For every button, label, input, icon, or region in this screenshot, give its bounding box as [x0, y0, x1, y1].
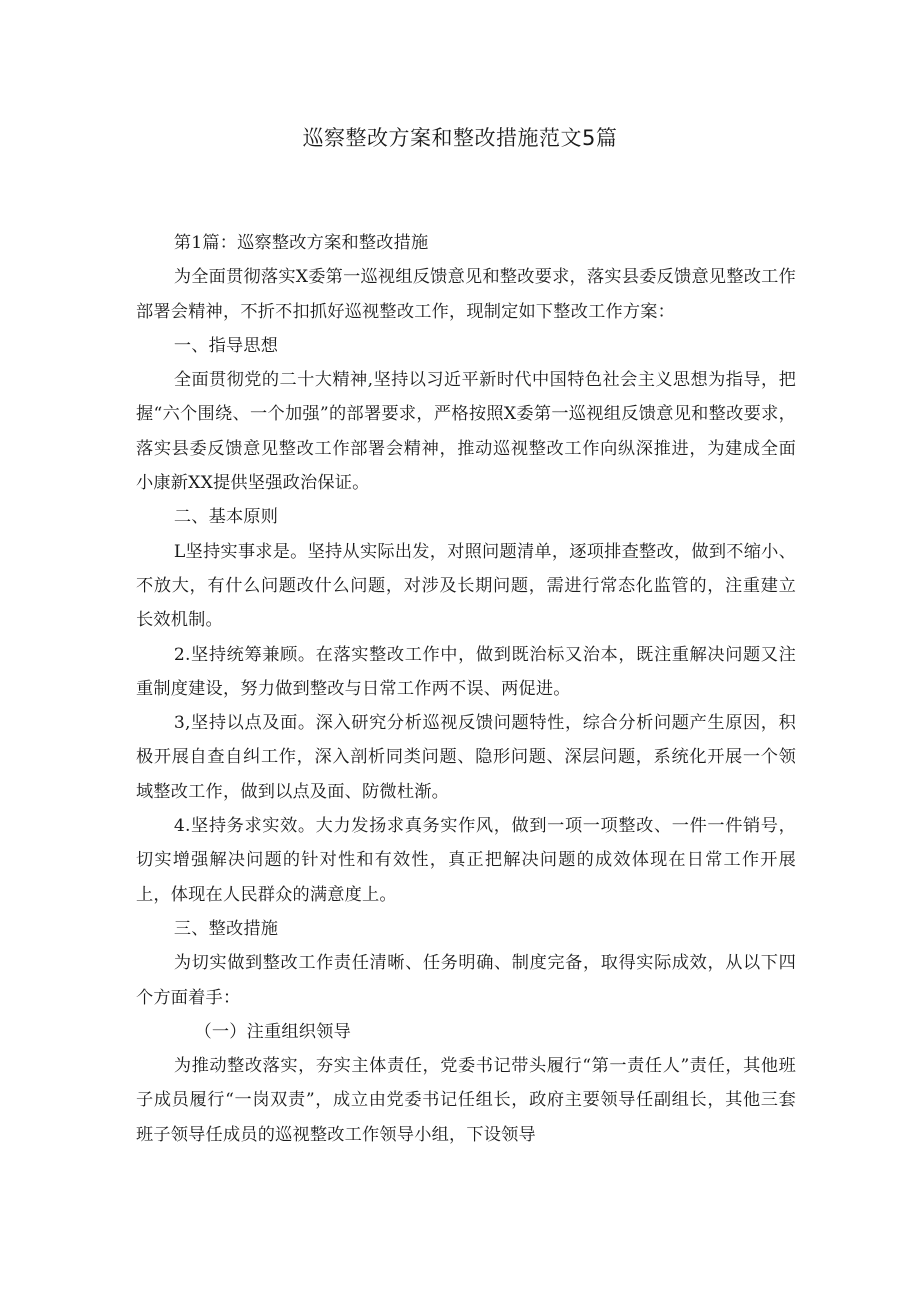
principle-2-paragraph: 2.坚持统筹兼顾。在落实整改工作中，做到既治标又治本，既注重解决问题又注重制度建设，努力做到整改与日常工作两不误、两促进。 [136, 644, 796, 699]
measures-intro-paragraph: 为切实做到整改工作责任清晰、任务明确、制度完备，取得实际成效，从以下四个方面着手： [136, 953, 796, 1008]
subsection-heading-organization: （一）注重组织领导 [194, 1021, 351, 1042]
chapter-heading: 第1篇：巡察整改方案和整改措施 [173, 233, 429, 253]
guiding-ideology-paragraph: 全面贯彻党的二十大精神,坚持以习近平新时代中国特色社会主义思想为指导，把握“六个围绕、一个加强”的部署要求，严格按照X委第一巡视组反馈意见和整改要求，落实县委反馈意见整改工作部署会精神，推动巡视整改工作向纵深推进，为建成全面小康新XX提供坚强政治保证。 [136, 370, 796, 494]
document-body [136, 226, 796, 1152]
principle-1-paragraph: L坚持实事求是。坚持从实际出发，对照问题清单，逐项排查整改，做到不缩小、不放大，有什么问题改什么问题，对涉及长期问题，需进行常态化监管的，注重建立长效机制。 [136, 541, 796, 631]
organization-paragraph: 为推动整改落实，夯实主体责任，党委书记带头履行“第一责任人”责任，其他班子成员履行“一岗双责”，成立由党委书记任组长，政府主要领导任副组长，其他三套班子领导任成员的巡视整改工作领导小组，下设领导 [136, 1056, 796, 1145]
principle-4-paragraph: 4.坚持务求实效。大力发扬求真务实作风，做到一项一项整改、一件一件销号，切实增强解决问题的针对性和有效性，真正把解决问题的成效体现在日常工作开展上，体现在人民群众的满意度上。 [136, 816, 796, 905]
principle-3-paragraph: 3,坚持以点及面。深入研究分析巡视反馈问题特性，综合分析问题产生原因，积极开展自查自纠工作，深入剖析同类问题、隐形问题、深层问题，系统化开展一个领域整改工作，做到以点及面、防微杜渐。 [136, 713, 796, 802]
intro-paragraph: 为全面贯彻落实X委第一巡视组反馈意见和整改要求，落实县委反馈意见整改工作部署会精神，不折不扣抓好巡视整改工作，现制定如下整改工作方案： [136, 267, 796, 322]
section-heading-measures: 三、整改措施 [173, 918, 279, 939]
document-title: 巡察整改方案和整改措施范文5篇 [302, 126, 618, 150]
section-heading-basic-principles: 二、基本原则 [173, 507, 279, 528]
section-heading-guiding-ideology: 一、指导思想 [173, 335, 279, 356]
